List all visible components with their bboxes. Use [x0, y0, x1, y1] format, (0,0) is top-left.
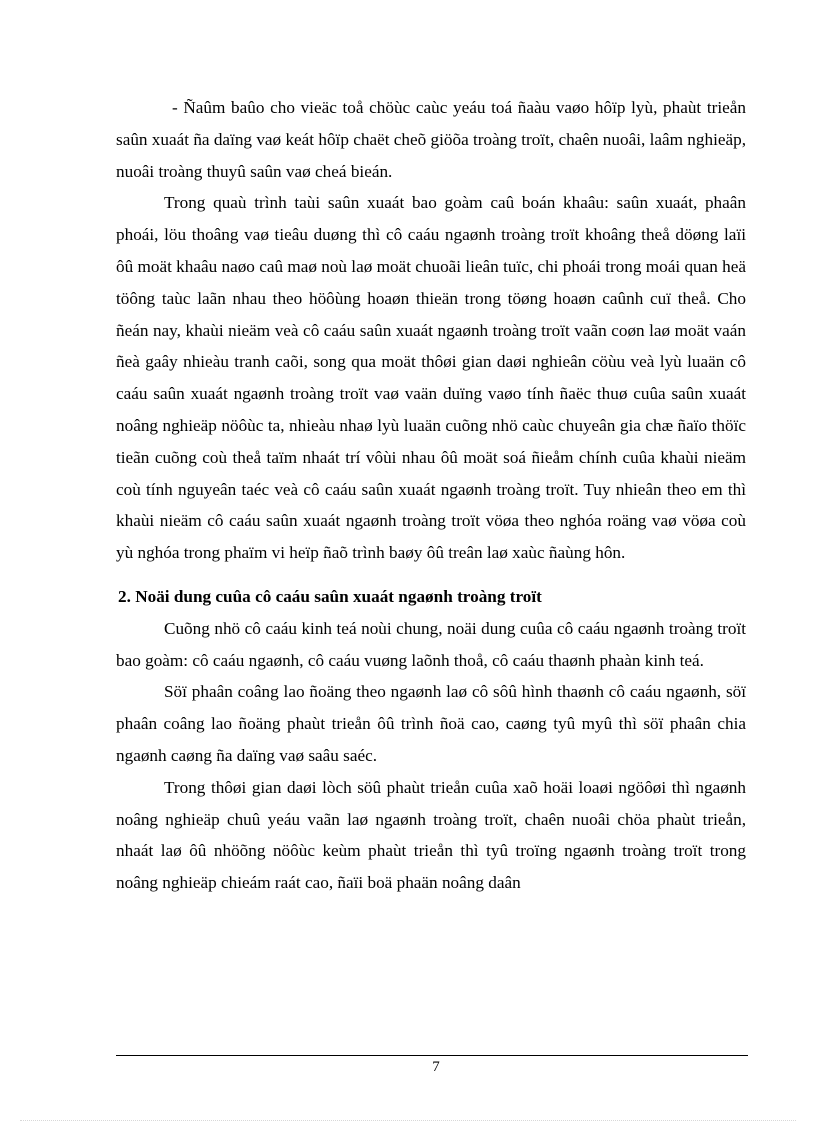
footer-divider: [116, 1055, 748, 1056]
page-edge-divider: [20, 1120, 796, 1121]
document-body: [116, 92, 746, 899]
body-paragraph: Söï phaân coâng lao ñoäng theo ngaønh laø cô sôû hình thaønh cô caáu ngaønh, söï phaân coâng lao ñoäng phaùt trieån ôû trình ñoä cao, caøng tyû myû thì söï phaân chia ngaønh caøng ña daïng vaø saâu saéc.: [116, 682, 746, 765]
body-paragraph: Trong quaù trình taùi saûn xuaát bao goàm caû boán khaâu: saûn xuaát, phaân phoái, löu thoâng vaø tieâu duøng thì cô caáu ngaønh troàng troït khoâng theå döøng laïi ôû moät khaâu naøo caû maø noù laø moät chuoãi lieân tuïc, chi phoái trong moái quan heä töông taùc laãn nhau theo höôùng hoaøn thieän trong töøng hoaøn caûnh cuï theå. Cho ñeán nay, khaùi nieäm veà cô caáu saûn xuaát ngaønh troàng troït vaãn coøn laø moät vaán ñeà gaây nhieàu tranh caõi, song qua moät thôøi gian daøi nghieân cöùu veà lyù luaän cô caáu saûn xuaát ngaønh troàng troït vaø vaän duïng vaøo tính ñaëc thuø cuûa saûn xuaát noâng nghieäp nöôùc ta, nhieàu nhaø lyù luaän cuõng nhö caùc chuyeân gia chæ ñaïo thöïc tieãn cuõng coù theå taïm nhaát trí vôùi nhau ôû moät soá ñieåm chính cuûa khaùi nieäm coù tính nguyeân taéc veà cô caáu saûn xuaát ngaønh troàng troït. Tuy nhieân theo em thì khaùi nieäm cô caáu saûn xuaát ngaønh troàng troït vöøa theo nghóa roäng vaø vöøa coù yù nghóa trong phaïm vi heïp ñaõ trình baøy ôû treân laø xaùc ñaùng hôn.: [116, 193, 747, 563]
section-heading: 2. Noäi dung cuûa cô caáu saûn xuaát ngaønh troàng troït: [118, 586, 542, 606]
body-paragraph: Cuõng nhö cô caáu kinh teá noùi chung, noäi dung cuûa cô caáu ngaønh troàng troït bao goàm: cô caáu ngaønh, cô caáu vuøng laõnh thoå, cô caáu thaønh phaàn kinh teá.: [116, 618, 746, 670]
bullet-paragraph: - Ñaûm baûo cho vieäc toå chöùc caùc yeáu toá ñaàu vaøo hôïp lyù, phaùt trieån saûn xuaát ña daïng vaø keát hôïp chaët cheõ giöõa troàng troït, chaên nuoâi, laâm nghieäp, nuoâi troàng thuyû saûn vaø cheá bieán.: [116, 98, 746, 181]
body-paragraph: Trong thôøi gian daøi lòch söû phaùt trieån cuûa xaõ hoäi loaøi ngöôøi thì ngaønh noâng nghieäp chuû yeáu vaãn laø ngaønh troàng troït, chaên nuoâi chöa phaùt trieån, nhaát laø ôû nhöõng nöôùc keùm phaùt trieån thì tyû troïng ngaønh troàng troït trong noâng nghieäp chieám raát cao, ñaïi boä phaän noâng daân: [116, 777, 746, 893]
page-number: 7: [432, 1059, 440, 1075]
